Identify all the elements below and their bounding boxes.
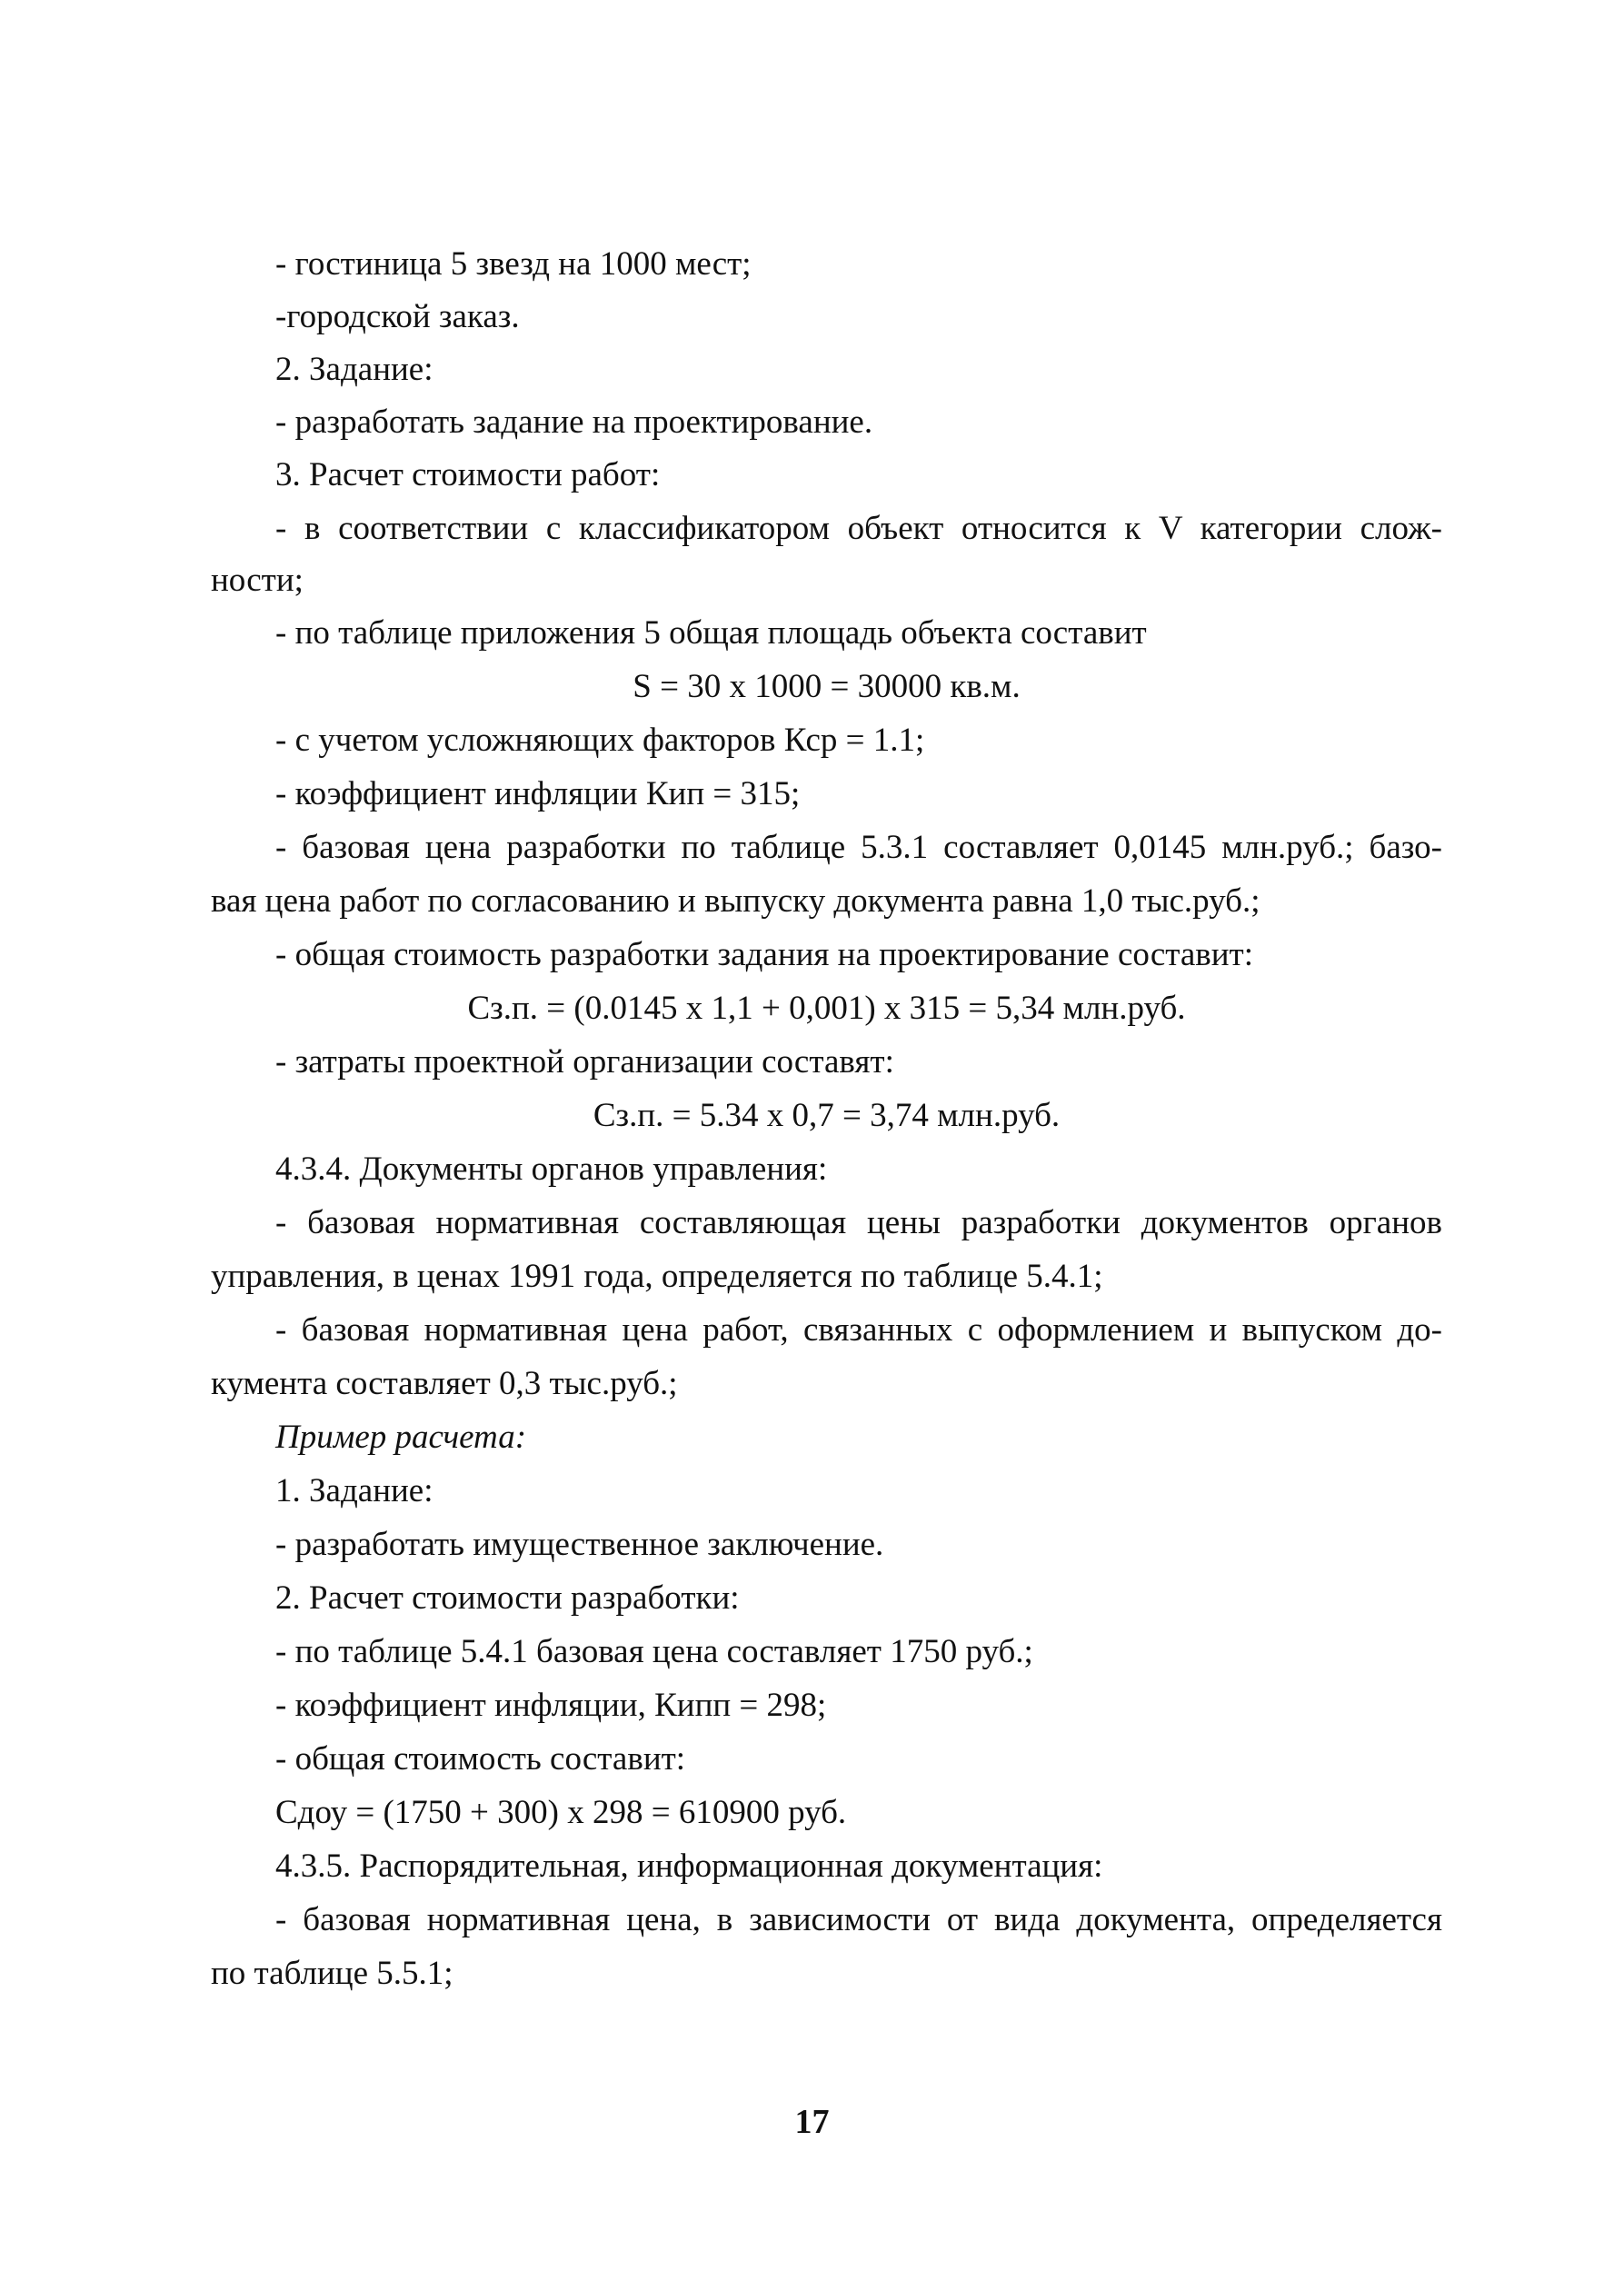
text-line-inflation-2: - коэффициент инфляции, Кипп = 298;: [275, 1687, 827, 1724]
text-line-task-develop: - разработать задание на проектирование.: [275, 403, 873, 441]
section-heading-4-3-4: 4.3.4. Документы органов управления:: [275, 1150, 828, 1188]
text-line-area: - по таблице приложения 5 общая площадь объекта составит: [275, 614, 1147, 652]
formula-total-cost: Сз.п. = (0.0145 x 1,1 + 0,001) x 315 = 5,34 млн.руб.: [467, 990, 1186, 1027]
text-line-city-order: -городской заказ.: [275, 298, 520, 335]
text-line-category: - в соответствии с классификатором объект относится к V категории слож-: [275, 510, 1442, 547]
text-line-base-price: - базовая цена разработки по таблице 5.3.1 составляет 0,0145 млн.руб.; базо-: [275, 829, 1442, 866]
text-line-property-conclusion: - разработать имущественное заключение.: [275, 1526, 884, 1563]
text-line-base-price-2: - по таблице 5.4.1 базовая цена составляет 1750 руб.;: [275, 1633, 1033, 1670]
text-line-base-component: - базовая нормативная составляющая цены разработки документов органов: [275, 1204, 1442, 1241]
text-line-issue-price: - базовая нормативная цена работ, связанных с оформлением и выпуском до-: [275, 1311, 1442, 1349]
formula-area: S = 30 x 1000 = 30000 кв.м.: [633, 668, 1021, 705]
text-line-base-norm-price-cont: по таблице 5.5.1;: [211, 1955, 453, 1992]
text-line-complexity-factor: - с учетом усложняющих факторов Кср = 1.1;: [275, 722, 925, 759]
text-line-issue-price-cont: кумента составляет 0,3 тыс.руб.;: [211, 1365, 678, 1402]
text-line-base-norm-price: - базовая нормативная цена, в зависимости от вида документа, определяется: [275, 1901, 1442, 1938]
text-line-cost-heading-2: 2. Расчет стоимости разработки:: [275, 1579, 740, 1617]
example-heading: Пример расчета:: [275, 1419, 527, 1456]
text-line-base-component-cont: управления, в ценах 1991 года, определяется по таблице 5.4.1;: [211, 1258, 1103, 1295]
formula-total-cost-2: Сдоу = (1750 + 300) x 298 = 610900 руб.: [275, 1794, 847, 1831]
text-line-base-price-cont: вая цена работ по согласованию и выпуску документа равна 1,0 тыс.руб.;: [211, 882, 1260, 920]
text-line-task-heading-2: 1. Задание:: [275, 1472, 433, 1509]
text-line-task-heading: 2. Задание:: [275, 351, 433, 388]
text-line-inflation: - коэффициент инфляции Кип = 315;: [275, 775, 801, 812]
text-line-cost-heading: 3. Расчет стоимости работ:: [275, 456, 661, 493]
section-heading-4-3-5: 4.3.5. Распорядительная, информационная документация:: [275, 1848, 1103, 1885]
text-line-org-expenses: - затраты проектной организации составят:: [275, 1043, 894, 1081]
page-number: 17: [794, 2103, 830, 2141]
text-line-total-cost: - общая стоимость разработки задания на проектирование составит:: [275, 936, 1253, 973]
text-line-hotel: - гостиница 5 звезд на 1000 мест;: [275, 245, 752, 283]
text-line-category-cont: ности;: [211, 562, 304, 599]
text-line-total-cost-2: - общая стоимость составит:: [275, 1740, 686, 1778]
formula-org-expenses: Сз.п. = 5.34 x 0,7 = 3,74 млн.руб.: [593, 1097, 1061, 1134]
